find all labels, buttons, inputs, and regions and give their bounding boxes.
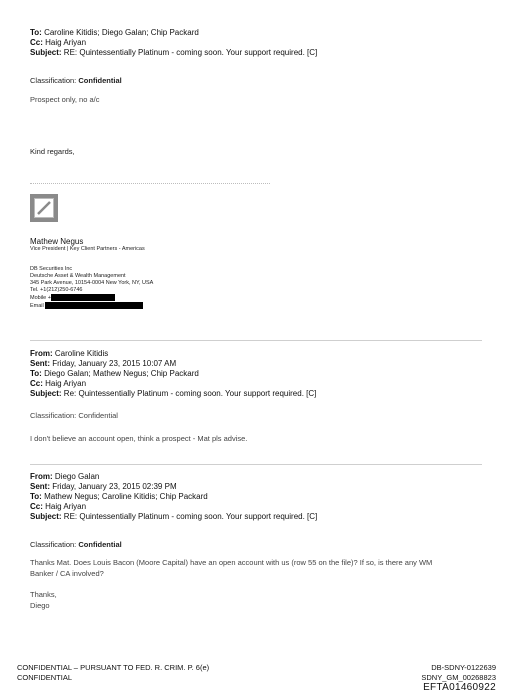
footer-right [421, 663, 496, 693]
email1-to-row [30, 28, 317, 38]
logo-square [34, 198, 54, 218]
email3-body-line2: Banker / CA involved? [30, 569, 104, 578]
email1-subject-row [30, 48, 317, 58]
signature-email-row [30, 302, 153, 310]
subject-label: Subject: [30, 48, 62, 57]
email3-from-row [30, 472, 317, 482]
email3-to-row [30, 492, 317, 502]
email2-to: Diego Galan; Mathew Negus; Chip Packard [44, 369, 199, 378]
signature-details [30, 266, 153, 310]
cc-label: Cc: [30, 38, 43, 47]
footer-efta-number: EFTA01460922 [423, 682, 496, 693]
email1-classification [30, 76, 122, 85]
email3-from: Diego Galan [54, 472, 100, 481]
email3-sent-row [30, 482, 317, 492]
email3-body-line1: Thanks Mat. Does Louis Bacon (Moore Capital) have an open account with us (row 55 on the file)? If so, is there any WM [30, 558, 433, 567]
signature-title: Vice President | Key Client Partners - Americas [30, 246, 145, 252]
email2-from-row [30, 349, 316, 359]
email2-classification: Classification: Confidential [30, 411, 118, 420]
email-label: Email [30, 302, 44, 309]
email3-divider [30, 464, 482, 465]
email1-to: Caroline Kitidis; Diego Galan; Chip Packard [44, 28, 199, 37]
signature-mobile-row [30, 294, 153, 302]
email3-body [30, 557, 490, 579]
email1-cc: Haig Ariyan [45, 38, 87, 47]
classification-value: Confidential [78, 76, 122, 85]
email2-to-row [30, 369, 316, 379]
logo-slash-icon [35, 199, 53, 217]
signature-divider [30, 183, 270, 184]
email3-to: Mathew Negus; Caroline Kitidis; Chip Packard [44, 492, 208, 501]
email3-signoff-name: Diego [30, 601, 50, 610]
mobile-redaction [51, 294, 115, 301]
email3-subject: RE: Quintessentially Platinum - coming soon. Your support required. [C] [63, 512, 318, 521]
email2-body: I don't believe an account open, think a prospect - Mat pls advise. [30, 434, 248, 443]
email2-sent-row [30, 359, 316, 369]
email2-subject-row [30, 389, 316, 399]
footer-left [17, 663, 209, 683]
to-label: To: [30, 492, 42, 501]
email2-from: Caroline Kitidis [54, 349, 109, 358]
classification-label: Classification: [30, 76, 77, 85]
email3-cc: Haig Ariyan [45, 502, 87, 511]
email2-cc-row [30, 379, 316, 389]
signature-tel: Tel. +1(212)250-6746 [30, 287, 83, 293]
signature-company: DB Securities Inc [30, 266, 73, 272]
signature-name: Mathew Negus [30, 237, 84, 246]
deutsche-bank-logo-icon [30, 194, 58, 222]
email1-subject: RE: Quintessentially Platinum - coming soon. Your support required. [C] [63, 48, 318, 57]
signature-division: Deutsche Asset & Wealth Management [30, 273, 126, 279]
email2-sent: Friday, January 23, 2015 10:07 AM [52, 359, 177, 368]
from-label: From: [30, 472, 53, 481]
to-label: To: [30, 369, 42, 378]
email2-header [30, 349, 316, 399]
cc-label: Cc: [30, 379, 43, 388]
email1-closing: Kind regards, [30, 147, 75, 156]
email2-cc: Haig Ariyan [45, 379, 87, 388]
subject-label: Subject: [30, 512, 62, 521]
footer-bates-db: DB-SDNY-0122639 [431, 663, 496, 672]
email2-divider [30, 340, 482, 341]
footer-confidential: CONFIDENTIAL [17, 673, 73, 682]
email1-body: Prospect only, no a/c [30, 95, 100, 104]
email3-classification [30, 540, 122, 549]
footer-bates-sdny: SDNY_GM_00268823 [421, 673, 496, 682]
signature-block [30, 237, 145, 252]
email1-cc-row [30, 38, 317, 48]
email3-sent: Friday, January 23, 2015 02:39 PM [52, 482, 177, 491]
email3-signoff [30, 589, 57, 611]
email3-thanks: Thanks, [30, 590, 57, 599]
footer-confidential-notice: CONFIDENTIAL – PURSUANT TO FED. R. CRIM. P. 6(e) [17, 663, 210, 672]
signature-address: 345 Park Avenue, 10154-0004 New York, NY, USA [30, 280, 154, 286]
classification-label: Classification: [30, 540, 77, 549]
subject-label: Subject: [30, 389, 62, 398]
email-redaction [45, 302, 143, 309]
to-label: To: [30, 28, 42, 37]
classification-value: Confidential [78, 540, 122, 549]
email3-cc-row [30, 502, 317, 512]
email3-subject-row [30, 512, 317, 522]
cc-label: Cc: [30, 502, 43, 511]
from-label: From: [30, 349, 53, 358]
sent-label: Sent: [30, 482, 50, 491]
email1-header [30, 28, 317, 58]
email2-subject: Re: Quintessentially Platinum - coming soon. Your support required. [C] [63, 389, 317, 398]
email3-header [30, 472, 317, 522]
sent-label: Sent: [30, 359, 50, 368]
mobile-label: Mobile + [30, 294, 51, 301]
